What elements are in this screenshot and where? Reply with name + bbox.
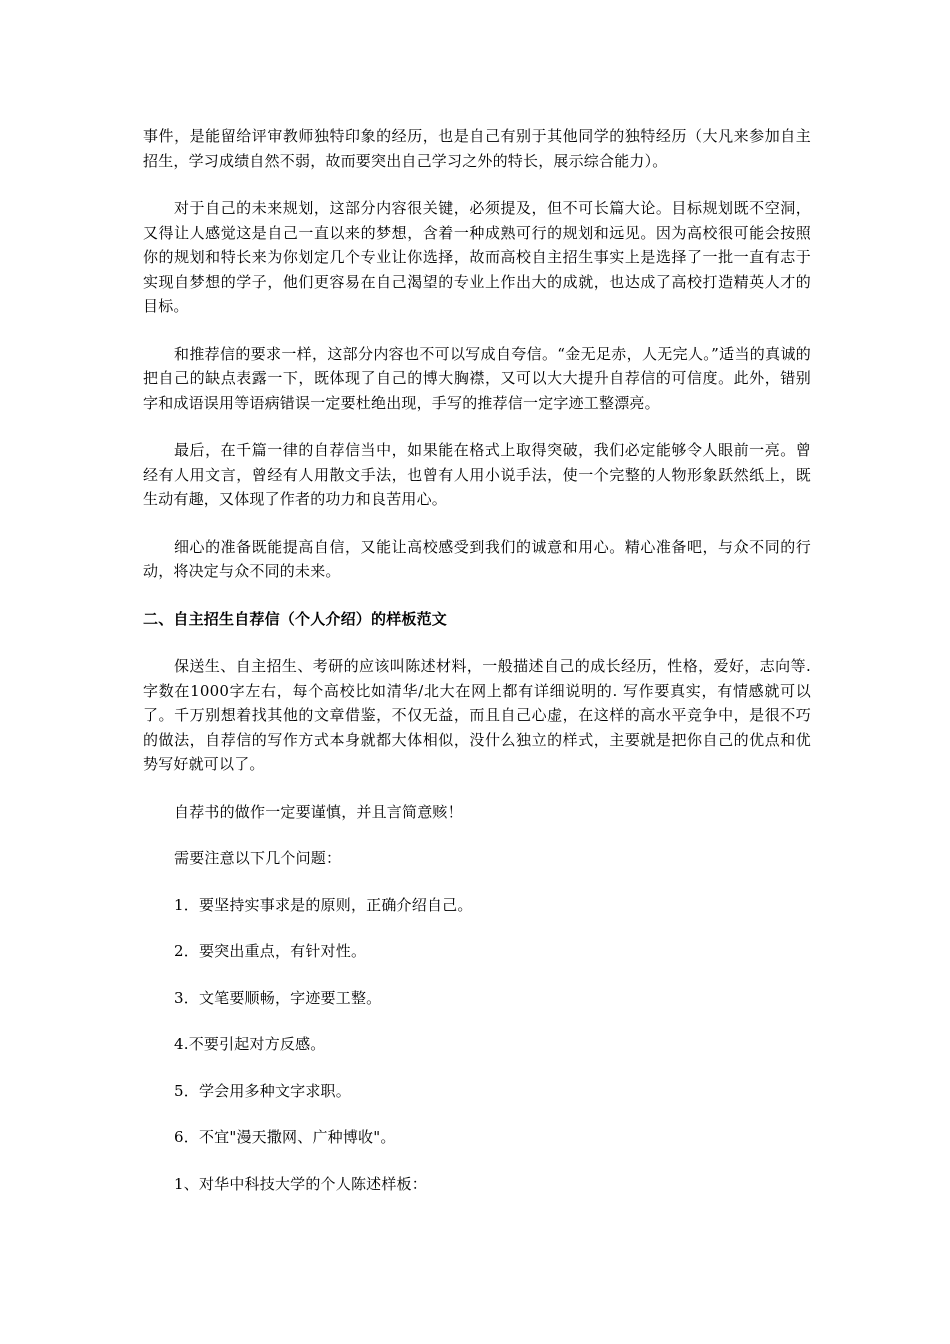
paragraph: 需要注意以下几个问题： — [174, 849, 342, 867]
paragraph: 和推荐信的要求一样，这部分内容也不可以写成自夸信。“金无足赤，人无完人。”适当的真诚的把自己的缺点表露一下，既体现了自己的博大胸襟，又可以大大提升自荐信的可信度。此外，错别字和成语误用等语病错误一定要杜绝出现，手写的推荐信一定字迹工整漂亮。 — [143, 344, 811, 412]
list-item: 5．学会用多种文字求职。 — [174, 1081, 351, 1100]
list-item: 2．要突出重点，有针对性。 — [174, 942, 367, 960]
paragraph: 细心的准备既能提高自信，又能让高校感受到我们的诚意和用心。精心准备吧，与众不同的行动，将决定与众不同的未来。 — [143, 537, 811, 580]
paragraph: 最后，在千篇一律的自荐信当中，如果能在格式上取得突破，我们必定能够令人眼前一亮。曾经有人用文言，曾经有人用散文手法，也曾有人用小说手法，使一个完整的人物形象跃然纸上，既生动有趣，又体现了作者的功力和良苦用心。 — [143, 441, 811, 508]
paragraph: 对于自己的未来规划，这部分内容很关键，必须提及，但不可长篇大论。目标规划既不空洞，又得让人感觉这是自己一直以来的梦想，含着一种成熟可行的规划和远见。因为高校很可能会按照你的规划和特长来为你划定几个专业让你选择，故而高校自主招生事实上是选择了一批一直有志于实现自梦想的学子，他们更容易在自己渴望的专业上作出大的成就，也达成了高校打造精英人才的目标。 — [143, 199, 811, 315]
list-item: 6．不宜"漫天撒网、广种博收"。 — [174, 1128, 396, 1146]
list-item: 1．要坚持实事求是的原则，正确介绍自己。 — [174, 895, 473, 914]
list-item: 1、对华中科技大学的个人陈述样板： — [174, 1174, 427, 1193]
paragraph: 事件，是能留给评审教师独特印象的经历，也是自己有别于其他同学的独特经历（大凡来参加自主招生，学习成绩自然不弱，故而要突出自己学习之外的特长，展示综合能力）。 — [143, 127, 811, 170]
paragraph: 自荐书的做作一定要谨慎，并且言简意赅！ — [174, 802, 463, 821]
document-body — [143, 124, 811, 1196]
list-item: 3．文笔要顺畅，字迹要工整。 — [174, 988, 382, 1007]
paragraph: 保送生、自主招生、考研的应该叫陈述材料，一般描述自己的成长经历，性格，爱好，志向等. 字数在1000字左右，每个高校比如清华/北大在网上都有详细说明的. 写作要真实，有情感就可以了。千万别想着找其他的文章借鉴，不仅无益，而且自己心虚，在这样的高水平竞争中，是很不巧的做法，自荐信的写作方式本身就都大体相似，没什么独立的样式，主要就是把你自己的优点和优势写好就可以了。 — [143, 657, 811, 773]
list-item: 4.不要引起对方反感。 — [174, 1035, 326, 1053]
section-heading: 二、自主招生自荐信（个人介绍）的样板范文 — [143, 609, 448, 628]
